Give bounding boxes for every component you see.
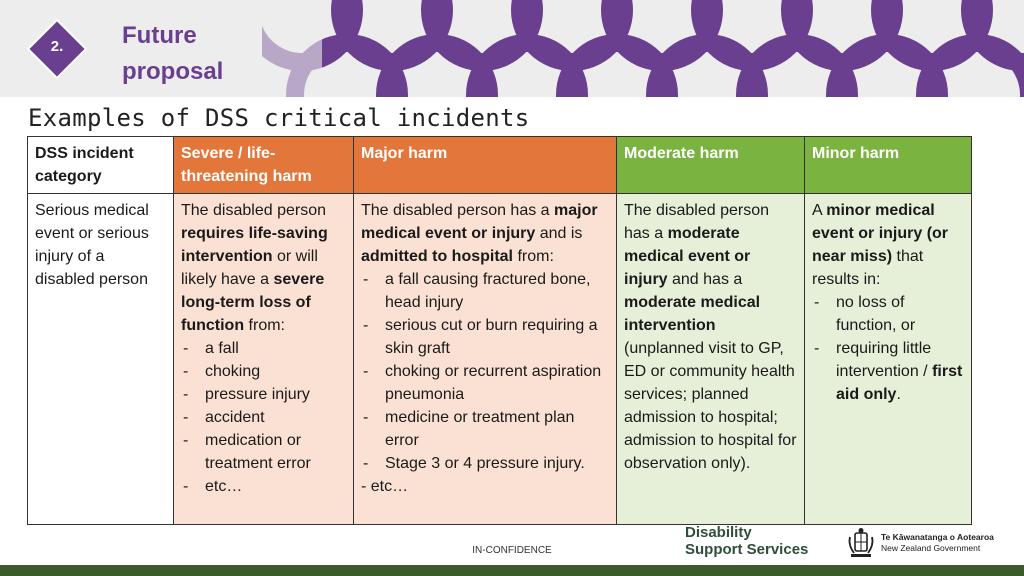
header-moderate: Moderate harm xyxy=(617,137,805,194)
list-item: - choking or recurrent aspiration pneumonia xyxy=(361,360,609,406)
cell-minor: A minor medical event or injury (or near miss) that results in: - no loss of function, or - requiring little intervention / first aid only. xyxy=(805,194,972,525)
list-item: - serious cut or burn requiring a skin graft xyxy=(361,314,609,360)
footer-bar xyxy=(0,565,1024,576)
nz-crest-icon xyxy=(846,527,876,559)
list-item: - requiring little intervention / first aid only. xyxy=(812,337,964,406)
header-category: DSS incident category xyxy=(28,137,174,194)
list-item: - etc… xyxy=(181,475,346,498)
gov-line2: New Zealand Government xyxy=(881,543,981,553)
section-number: 2. xyxy=(50,38,64,55)
classification-label: IN-CONFIDENCE xyxy=(472,545,552,556)
list-item: - medicine or treatment plan error xyxy=(361,406,609,452)
dss-logo-line2: Support Services xyxy=(685,541,809,558)
cell-category: Serious medical event or serious injury of a disabled person xyxy=(28,194,174,525)
section-title-line1: Future xyxy=(122,22,197,49)
list-item: - a fall xyxy=(181,337,346,360)
list-item: - Stage 3 or 4 pressure injury. xyxy=(361,452,609,475)
major-tail: - etc… xyxy=(361,478,409,495)
table-header-row xyxy=(28,137,972,194)
list-item: - medication or treatment error xyxy=(181,429,346,475)
table-row xyxy=(28,194,972,525)
cell-moderate: The disabled person has a moderate medical event or injury and has a moderate medical intervention (unplanned visit to GP, ED or community health services; planned admission to hospital; admission to hospital for observation only). xyxy=(617,194,805,525)
list-item: - a fall causing fractured bone, head injury xyxy=(361,268,609,314)
section-title-line2: proposal xyxy=(122,58,224,85)
section-title xyxy=(122,18,223,90)
dss-logo xyxy=(685,524,808,558)
header-minor: Minor harm xyxy=(805,137,972,194)
list-item: - pressure injury xyxy=(181,383,346,406)
minor-list xyxy=(812,291,964,406)
nz-government-logo xyxy=(881,532,994,554)
cell-major: The disabled person has a major medical event or injury and is admitted to hospital from: - a fall causing fractured bone, head injury - serious cut or burn requiring a skin graft - choking or recurrent aspiration pneumonia - medicine or treatment plan error - Stage 3 or 4 pressure injury. - etc… xyxy=(354,194,617,525)
list-item: - no loss of function, or xyxy=(812,291,964,337)
severe-list xyxy=(181,337,346,498)
decorative-pattern xyxy=(262,0,1024,97)
slide-title: Examples of DSS critical incidents xyxy=(28,104,530,132)
header-severe: Severe / life-threatening harm xyxy=(174,137,354,194)
cell-severe: The disabled person requires life-saving intervention or will likely have a severe long-term loss of function from: - a fall - choking - pressure injury - accident - medication or treatment error - etc… xyxy=(174,194,354,525)
list-item: - choking xyxy=(181,360,346,383)
major-list xyxy=(361,268,609,475)
dss-logo-line1: Disability xyxy=(685,524,752,541)
list-item: - accident xyxy=(181,406,346,429)
gov-line1: Te Kāwanatanga o Aotearoa xyxy=(881,532,994,542)
header-major: Major harm xyxy=(354,137,617,194)
incident-table xyxy=(27,136,972,525)
